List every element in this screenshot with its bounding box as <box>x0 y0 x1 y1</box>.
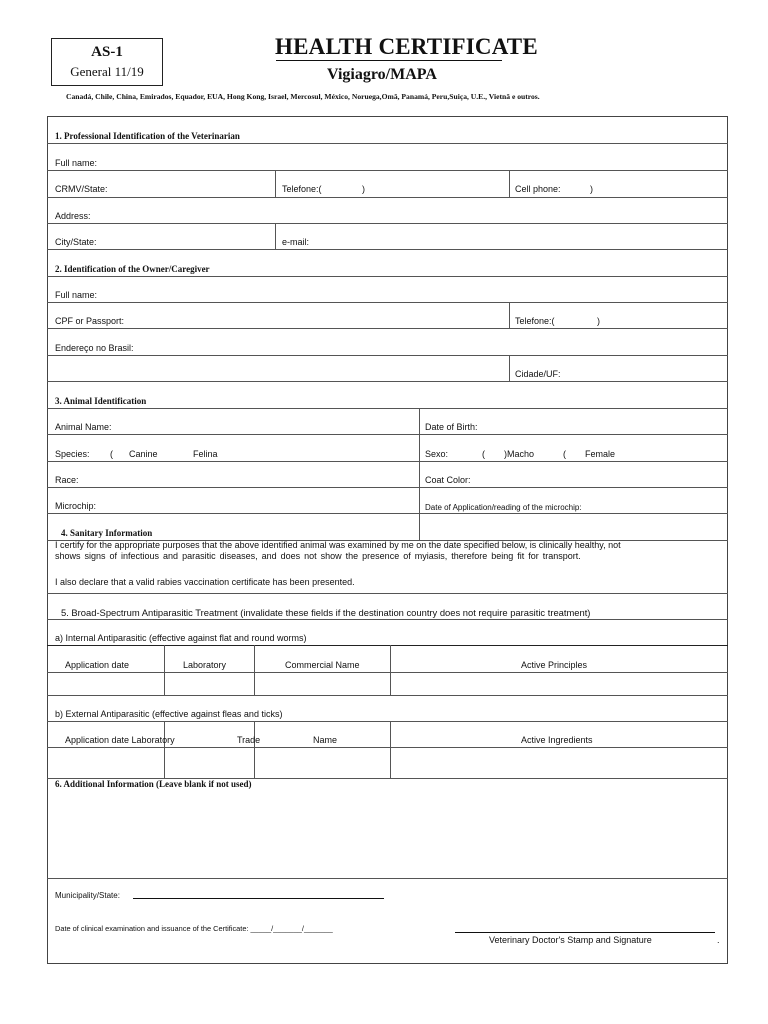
owner-cpf-field[interactable] <box>140 305 505 325</box>
vet-city-field[interactable] <box>108 226 270 246</box>
vet-crmv-label: CRMV/State: <box>55 184 108 194</box>
sanitary-text-line1: I certify for the appropriate purposes that the above identified animal was examined by me on the date specified below, is clinically healthy, not <box>55 540 621 550</box>
internal-col-commercial-name: Commercial Name <box>285 660 360 670</box>
species-open-paren: ( <box>110 449 113 459</box>
sex-open-paren: ( <box>482 449 485 459</box>
page-subtitle: Vigiagro/MAPA <box>327 66 437 83</box>
vet-address-label: Address: <box>55 211 91 221</box>
external-col-active-ingredients: Active Ingredients <box>521 735 593 745</box>
internal-col-laboratory: Laboratory <box>183 660 227 670</box>
species-felina-option[interactable]: Felina <box>193 449 218 459</box>
sex-female-open-paren: ( <box>563 449 566 459</box>
race-field[interactable] <box>84 464 414 484</box>
internal-application-date-cell[interactable] <box>49 674 163 694</box>
coat-color-label: Coat Color: <box>425 475 471 485</box>
exam-date-label: Date of clinical examination and issuance of the Certificate: _____/_______/_______ <box>55 924 333 933</box>
owner-telefone-field[interactable] <box>605 305 720 325</box>
internal-commercial-name-cell[interactable] <box>256 674 389 694</box>
vet-telefone-label: Telefone:( <box>282 184 322 194</box>
owner-telefone-close: ) <box>597 316 600 326</box>
sex-label: Sexo: <box>425 449 449 459</box>
vet-telefone-field[interactable] <box>330 173 360 193</box>
section3-heading: 3. Animal Identification <box>55 396 147 406</box>
owner-cidade-field[interactable] <box>572 358 722 378</box>
municipality-label: Municipality/State: <box>55 891 120 900</box>
vet-address-field[interactable] <box>102 200 722 220</box>
page-title: HEALTH CERTIFICATE <box>275 34 538 59</box>
owner-telefone-label: Telefone:( <box>515 316 555 326</box>
internal-antiparasitic-label: a) Internal Antiparasitic (effective against flat and round worms) <box>55 633 307 643</box>
owner-endereco-label: Endereço no Brasil: <box>55 343 134 353</box>
external-trade-name-cell[interactable] <box>256 749 389 776</box>
microchip-field[interactable] <box>104 490 414 510</box>
vet-crmv-field[interactable] <box>120 173 270 193</box>
external-active-ingredients-cell[interactable] <box>392 749 726 776</box>
owner-full-name-field[interactable] <box>108 279 723 299</box>
external-col-name: Name <box>313 735 338 745</box>
species-label: Species: <box>55 449 90 459</box>
vet-city-label: City/State: <box>55 237 97 247</box>
section1-heading: 1. Professional Identification of the Veterinarian <box>55 131 240 141</box>
dob-field[interactable] <box>488 411 723 431</box>
section4-heading: 4. Sanitary Information <box>61 528 153 538</box>
vet-cell-label: Cell phone: <box>515 184 561 194</box>
sanitary-text-line2: shows signs of infectious and parasitic diseases, and does not show the presence of myiasis, therefore being fit for transport. <box>55 551 581 561</box>
internal-active-principles-cell[interactable] <box>392 674 726 694</box>
animal-name-field[interactable] <box>122 411 414 431</box>
microchip-date-label: Date of Application/reading of the microchip: <box>425 503 582 512</box>
municipality-field[interactable] <box>133 898 384 899</box>
vet-full-name-label: Full name: <box>55 158 98 168</box>
coat-color-field[interactable] <box>480 464 723 484</box>
external-col-trade: Trade <box>237 735 261 745</box>
owner-endereco-field[interactable] <box>52 358 504 378</box>
internal-col-application-date: Application date <box>65 660 130 670</box>
external-laboratory-cell[interactable] <box>166 749 253 776</box>
vet-full-name-field[interactable] <box>108 147 723 167</box>
form-code: AS-1 <box>91 44 123 60</box>
owner-full-name-label: Full name: <box>55 290 98 300</box>
microchip-label: Microchip: <box>55 501 97 511</box>
title-underline <box>276 60 502 61</box>
form-code-box <box>51 38 163 86</box>
section5-heading: 5. Broad-Spectrum Antiparasitic Treatment (invalidate these fields if the destination country does not require parasitic treatment) <box>61 607 591 618</box>
section2-heading: 2. Identification of the Owner/Caregiver <box>55 264 210 274</box>
race-label: Race: <box>55 475 79 485</box>
animal-name-label: Animal Name: <box>55 422 112 432</box>
signature-label: Veterinary Doctor's Stamp and Signature <box>489 935 652 945</box>
owner-cidade-label: Cidade/UF: <box>515 369 561 379</box>
dob-label: Date of Birth: <box>425 422 478 432</box>
countries-list: Canadá, Chile, China, Emirados, Equador, EUA, Hong Kong, Israel, Mercosul, México, Noruega,Omã, Panamá, Peru,Suiça, U.E., Vietnã e outros. <box>66 92 540 101</box>
vet-email-field[interactable] <box>315 226 720 246</box>
signature-dot: . <box>717 935 720 945</box>
vet-email-label: e-mail: <box>282 237 310 247</box>
vet-cell-close: ) <box>590 184 593 194</box>
vet-telefone-close: ) <box>362 184 365 194</box>
microchip-date-field[interactable] <box>608 490 723 510</box>
section6-heading: 6. Additional Information (Leave blank if not used) <box>55 779 252 789</box>
internal-laboratory-cell[interactable] <box>166 674 253 694</box>
species-canine-option[interactable]: Canine <box>129 449 158 459</box>
sex-male-option[interactable]: )Macho <box>504 449 535 459</box>
vet-cell-field[interactable] <box>600 173 720 193</box>
additional-info-field[interactable] <box>49 792 726 876</box>
rabies-declaration: I also declare that a valid rabies vaccination certificate has been presented. <box>55 577 355 587</box>
form-version: General 11/19 <box>70 64 144 79</box>
owner-cpf-label: CPF or Passport: <box>55 316 125 326</box>
external-col-application-date-laboratory: Application date Laboratory <box>65 735 175 745</box>
internal-col-active-principles: Active Principles <box>521 660 588 670</box>
external-application-date-cell[interactable] <box>49 749 163 776</box>
signature-line[interactable] <box>455 932 715 933</box>
external-antiparasitic-label: b) External Antiparasitic (effective against fleas and ticks) <box>55 709 283 719</box>
sex-female-option[interactable]: Female <box>585 449 616 459</box>
